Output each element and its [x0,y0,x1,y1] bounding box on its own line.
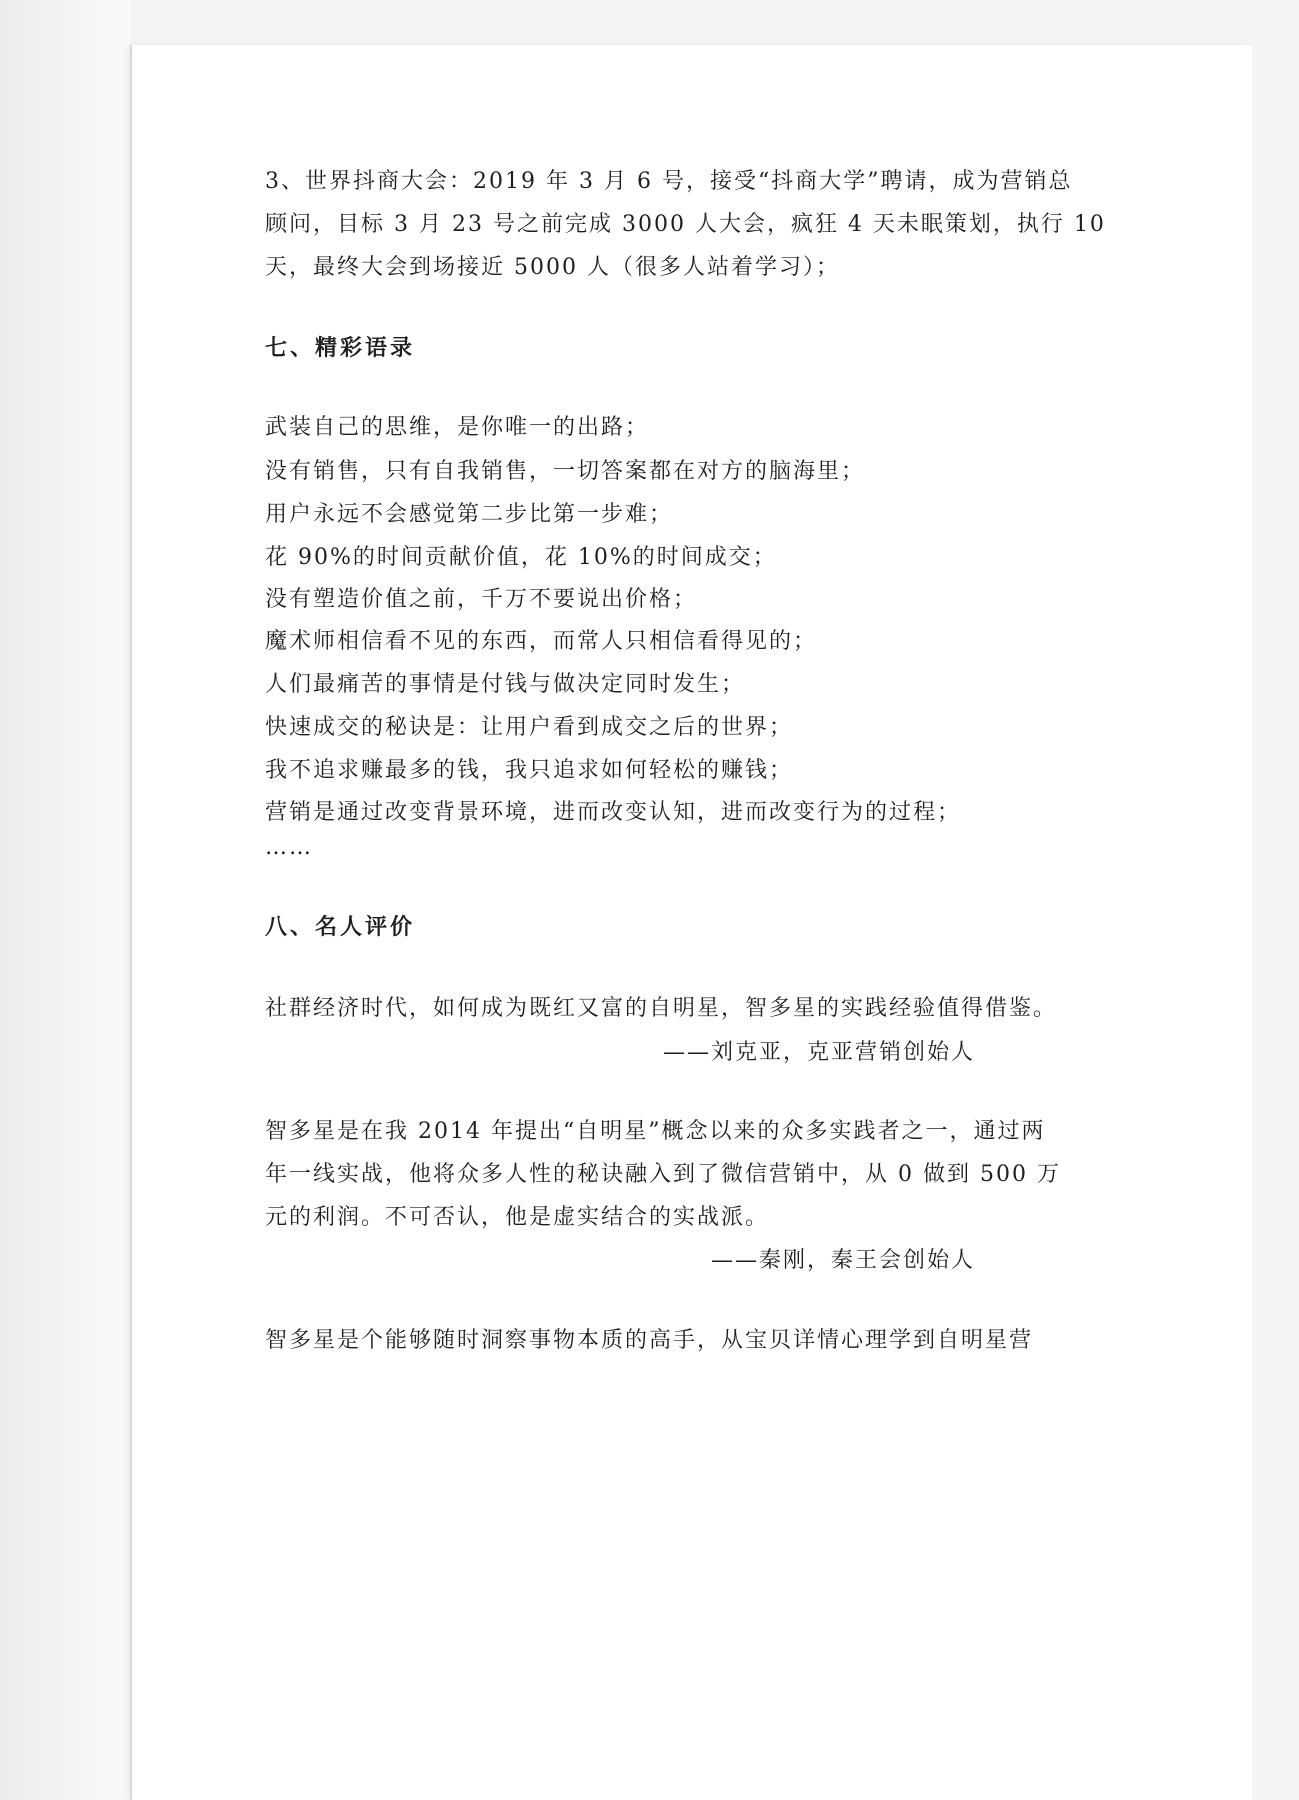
review-author: ——秦刚，秦王会创始人 [710,1248,975,1273]
quote-line: 快速成交的秘诀是：让用户看到成交之后的世界； [265,715,794,740]
section-heading-reviews: 八、名人评价 [265,914,416,940]
quote-line: 营销是通过改变背景环境，进而改变认知，进而改变行为的过程； [265,800,962,825]
quote-line: 花 90%的时间贡献价值，花 10%的时间成交； [265,545,777,570]
quote-line: 没有塑造价值之前，千万不要说出价格； [265,587,698,612]
review-author: ——刘克亚，克亚营销创始人 [662,1040,975,1065]
review-text: 社群经济时代，如何成为既红又富的自明星，智多星的实践经验值得借鉴。 [265,996,1058,1021]
paragraph-line: 顾问，目标 3 月 23 号之前完成 3000 人大会，疯狂 4 天未眠策划，执行 10 [265,212,1106,237]
review-text: 元的利润。不可否认，他是虚实结合的实战派。 [265,1205,770,1230]
quote-ellipsis: …… [265,835,313,860]
quote-line: 武装自己的思维，是你唯一的出路； [265,415,650,440]
scan-edge [0,0,130,1800]
quote-line: 我不追求赚最多的钱，我只追求如何轻松的赚钱； [265,758,794,783]
quote-line: 人们最痛苦的事情是付钱与做决定同时发生； [265,672,746,697]
review-text: 智多星是个能够随时洞察事物本质的高手，从宝贝详情心理学到自明星营 [265,1328,1034,1353]
section-heading-quotes: 七、精彩语录 [265,335,416,361]
quote-line: 用户永远不会感觉第二步比第一步难； [265,502,674,527]
quote-line: 魔术师相信看不见的东西，而常人只相信看得见的； [265,629,818,654]
review-text: 智多星是在我 2014 年提出“自明星”概念以来的众多实践者之一，通过两 [265,1119,1046,1144]
review-text: 年一线实战，他将众多人性的秘诀融入到了微信营销中，从 0 做到 500 万 [265,1162,1061,1187]
quote-line: 没有销售，只有自我销售，一切答案都在对方的脑海里； [265,459,866,484]
paragraph-line: 天，最终大会到场接近 5000 人（很多人站着学习）； [265,255,840,280]
paragraph-line: 3、世界抖商大会：2019 年 3 月 6 号，接受“抖商大学”聘请，成为营销总 [265,169,1073,194]
